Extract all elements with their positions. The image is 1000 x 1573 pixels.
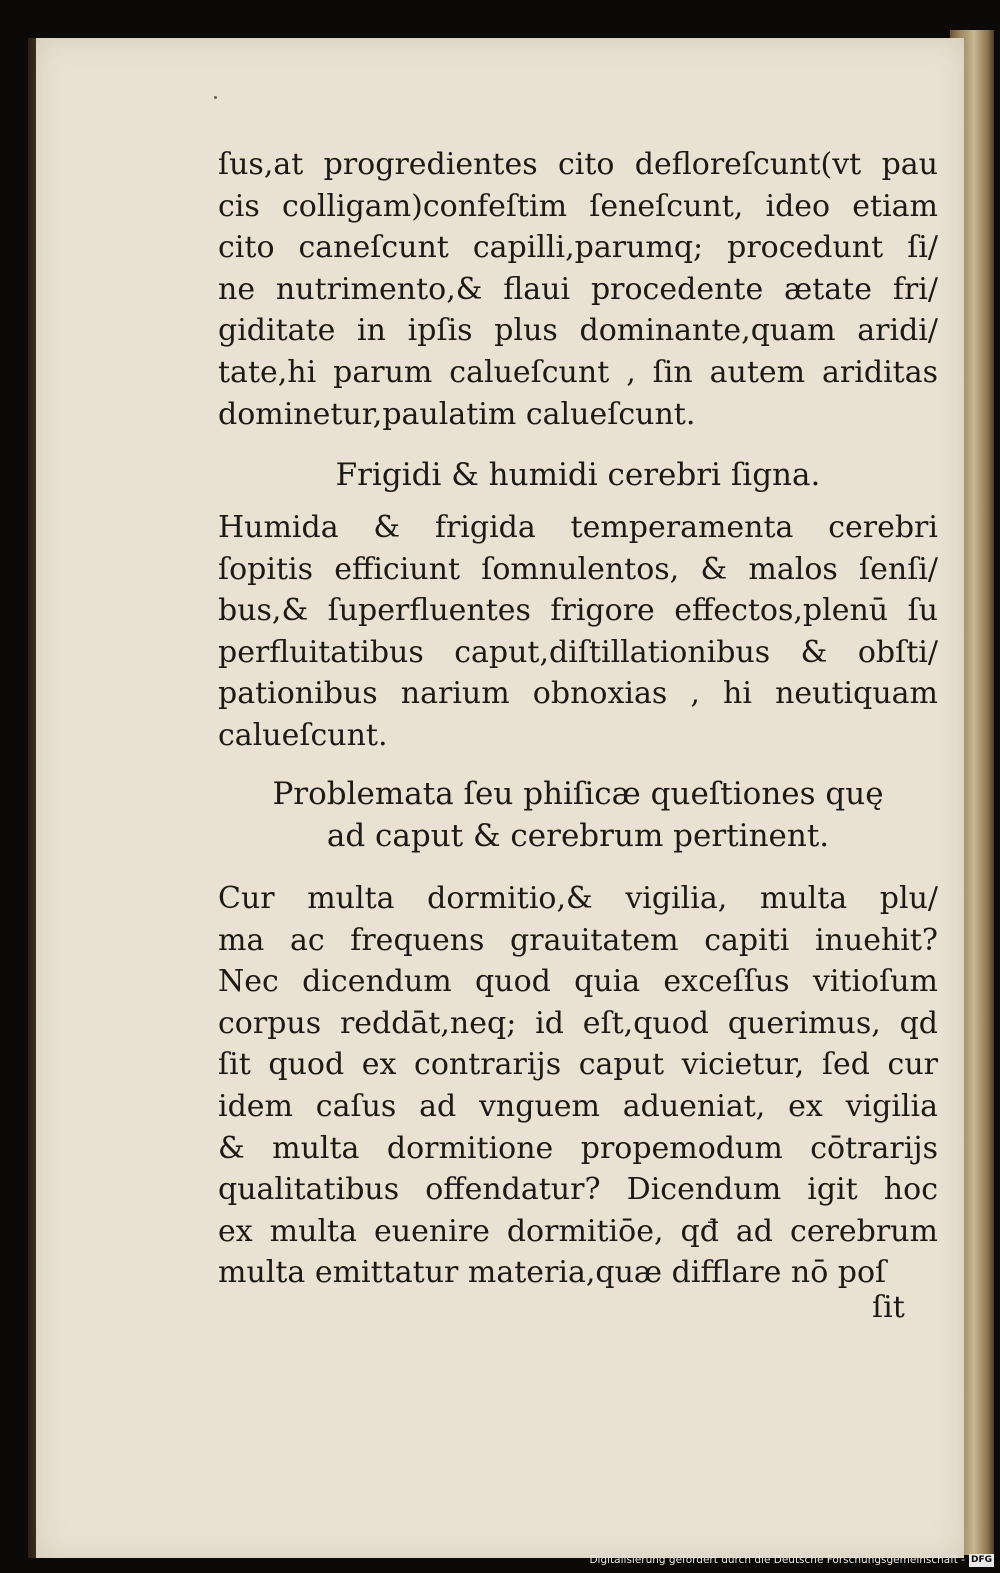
- text-line: multa emittatur materia,quæ difflare nō poſ: [218, 1255, 887, 1291]
- text-line: Cur multa dormitio,& vigilia, multa plu/: [218, 881, 938, 916]
- text-line: Frigidi & humidi cerebri ſigna.: [335, 457, 821, 493]
- catchword: ſit: [872, 1290, 905, 1325]
- text-line: perfluitatibus caput,diſtillationibus & obſti/: [218, 634, 938, 670]
- paragraph-1: [218, 144, 938, 435]
- text-line: corpus reddāt,neq; id eſt,quod querimus, qd: [218, 1005, 938, 1041]
- text-line: cis colligam)confeſtim ſeneſcunt, ideo etiam: [218, 188, 938, 224]
- text-line: ſopitis efficiunt ſomnulentos, & malos ſenſi/: [218, 551, 938, 587]
- text-line: tate,hi parum calueſcunt , ſin autem ariditas: [218, 354, 938, 390]
- heading-frigidi-signa: [218, 455, 938, 497]
- digitization-credit: [589, 1549, 994, 1571]
- paragraph-2: [218, 507, 938, 757]
- text-line: idem caſus ad vnguem adueniat, ex vigilia: [218, 1088, 938, 1124]
- text-line: ma ac frequens grauitatem capiti inuehit?: [218, 922, 938, 958]
- text-line: ne nutrimento,& flaui procedente ætate fri/: [218, 271, 938, 307]
- text-line: dominetur,paulatim calueſcunt.: [218, 396, 696, 432]
- dfg-logo: DFG: [970, 1554, 992, 1565]
- text-line: & multa dormitione propemodum cōtrarijs: [218, 1130, 938, 1166]
- text-line: Problemata ſeu phiſicæ queſtiones quę: [272, 776, 884, 812]
- text-line: qualitatibus offendatur? Dicendum igit hoc: [218, 1172, 938, 1208]
- credit-text: Digitalisierung gefördert durch die Deutsche Forschungsgemeinschaft -: [589, 1554, 965, 1566]
- text-line: bus,& ſuperfluentes frigore effectos,plenū ſu: [218, 593, 938, 629]
- text-line: ſus,at progredientes cito defloreſcunt(vt pau: [218, 147, 938, 182]
- text-line: ſit quod ex contrarijs caput vicietur, ſed cur: [218, 1047, 938, 1083]
- text-line: Humida & frigida temperamenta cerebri: [218, 510, 938, 545]
- paragraph-3: [218, 878, 938, 1294]
- text-line: ad caput & cerebrum pertinent.: [326, 817, 830, 854]
- heading-problemata: [218, 774, 938, 857]
- text-line: pationibus narium obnoxias , hi neutiquam: [218, 676, 938, 712]
- text-line: giditate in ipſis plus dominante,quam aridi/: [218, 313, 938, 349]
- text-line: ex multa euenire dormitiōe, qđ ad cerebrum: [218, 1213, 938, 1249]
- text-line: Nec dicendum quod quia exceſſus vitioſum: [218, 964, 938, 1000]
- ink-speck: [214, 96, 217, 99]
- text-line: cito caneſcunt capilli,parumq; procedunt ſi/: [218, 230, 938, 266]
- text-line: calueſcunt.: [218, 717, 388, 753]
